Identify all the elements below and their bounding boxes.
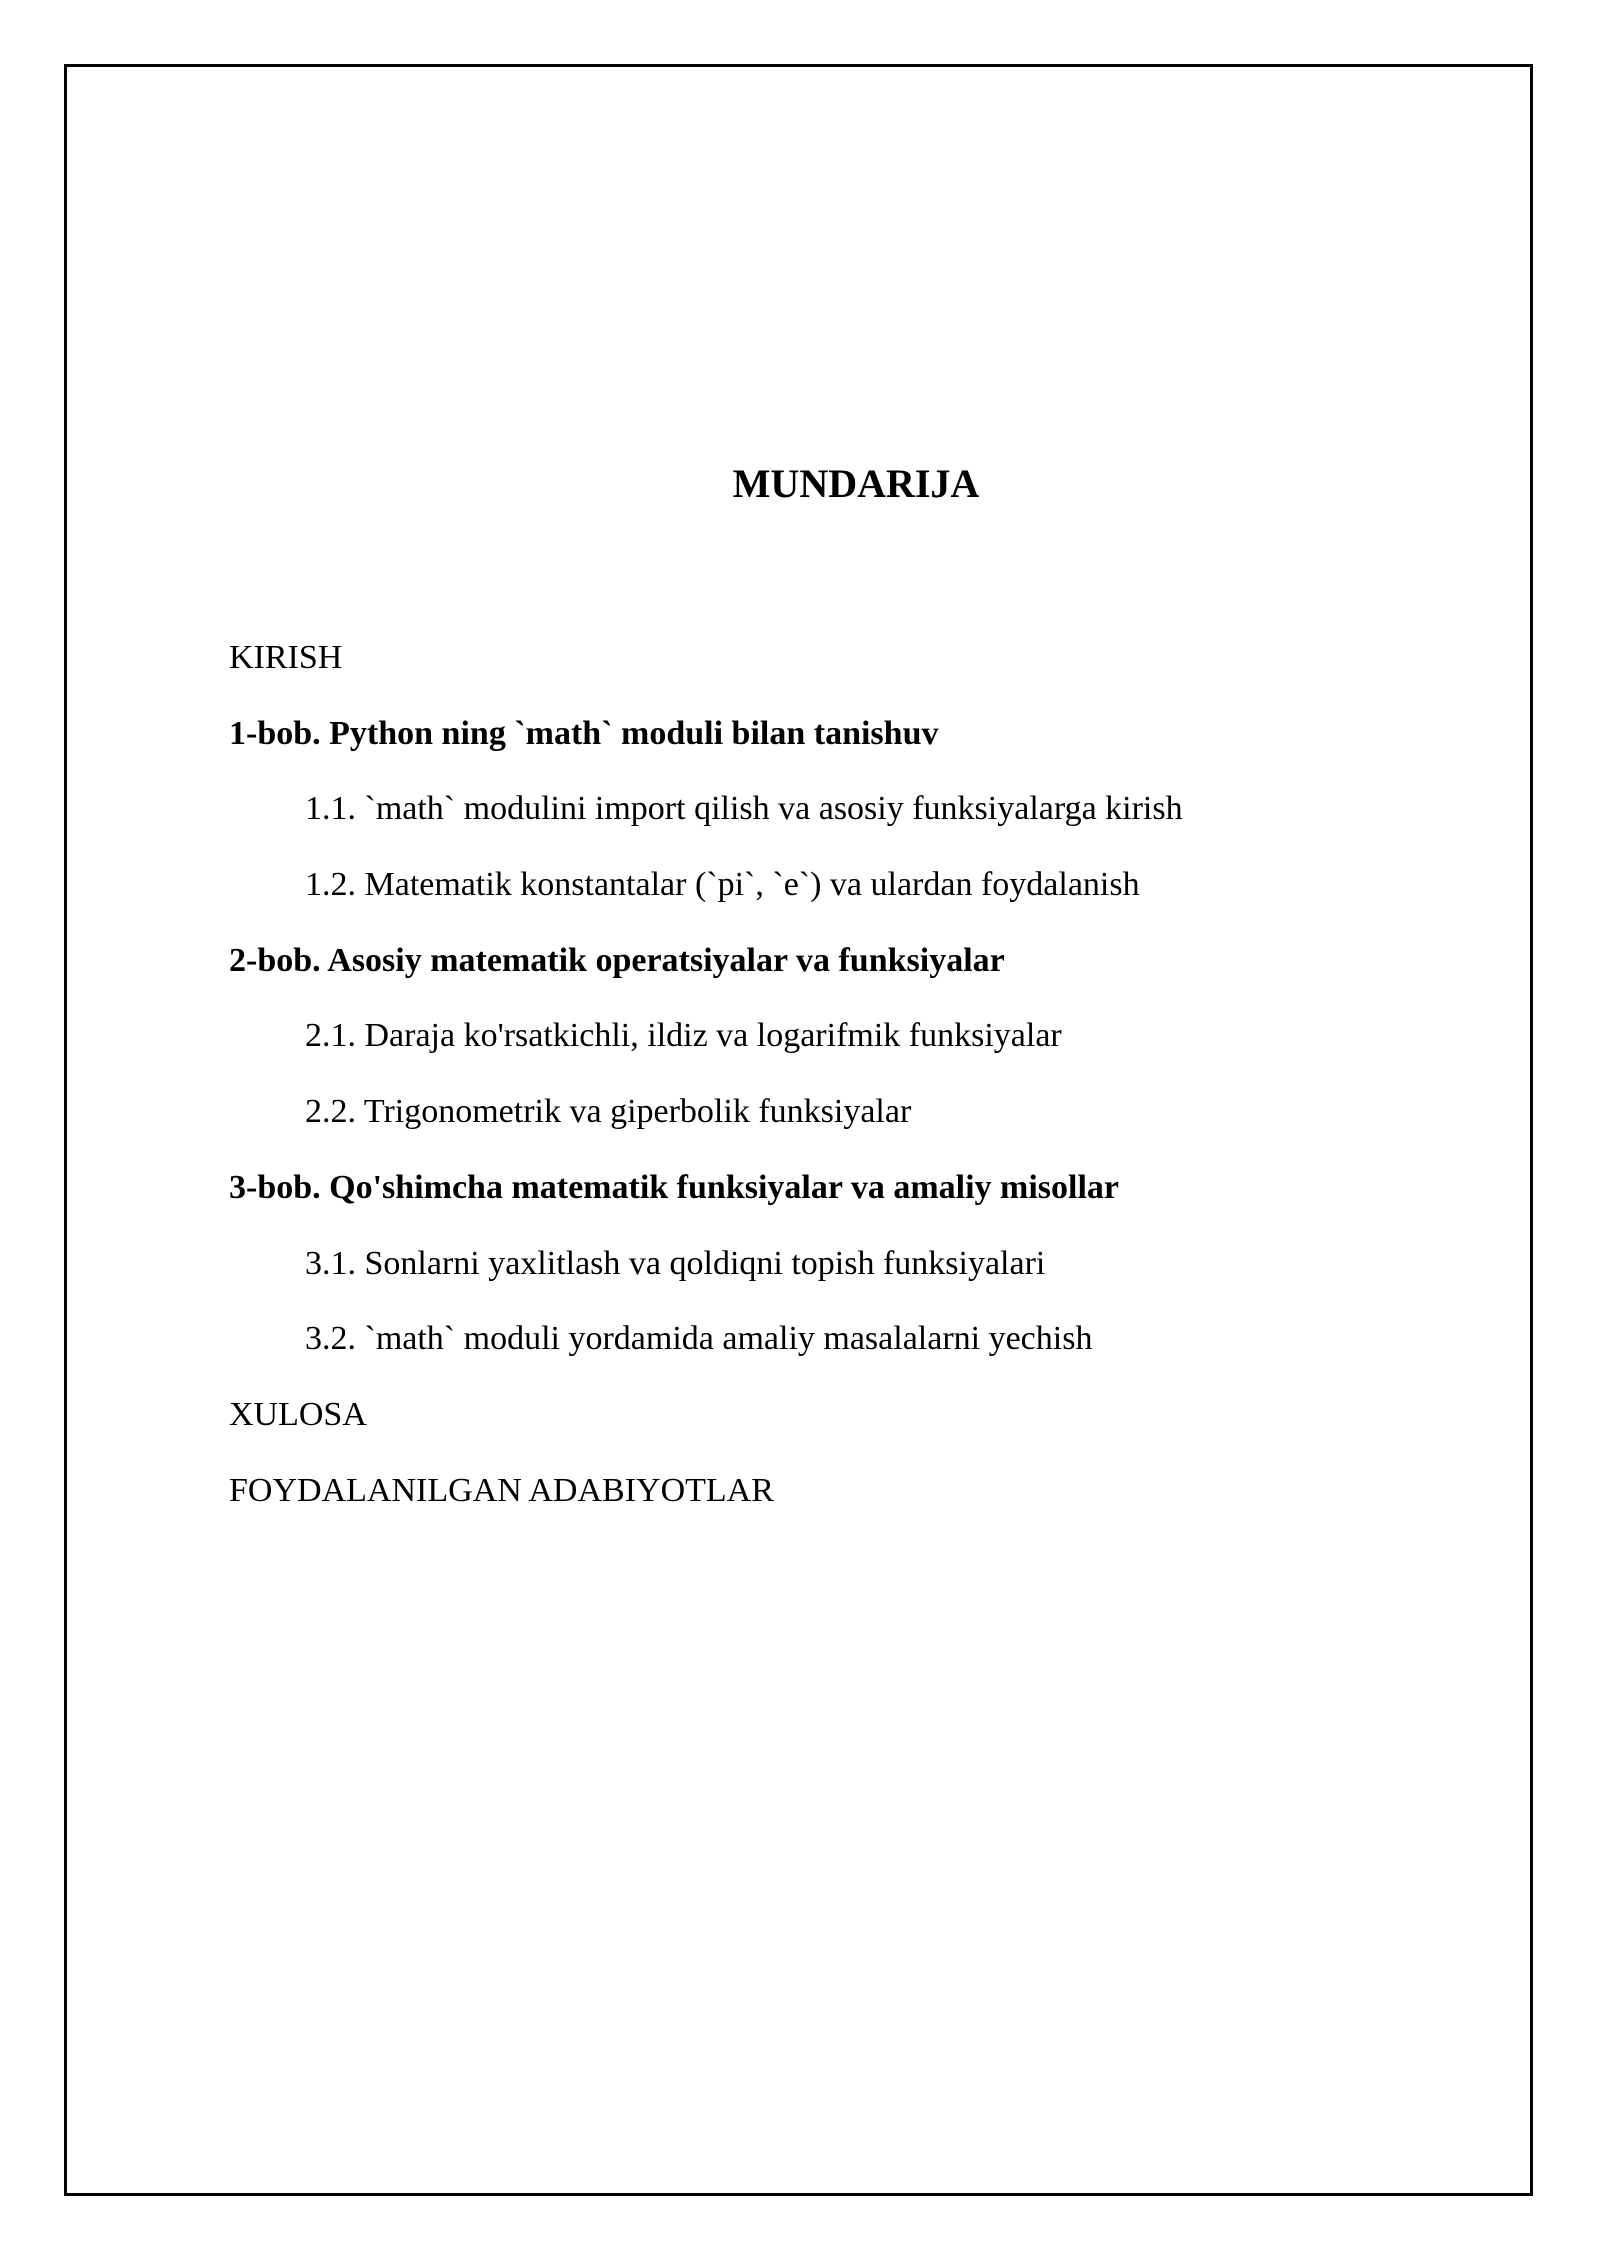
toc-chapter-2: 2-bob. Asosiy matematik operatsiyalar va funksiyalar (229, 941, 1005, 979)
toc-item-xulosa: XULOSA (229, 1395, 367, 1433)
toc-subsection-3-2: 3.2. `math` moduli yordamida amaliy masalalarni yechish (305, 1320, 1093, 1358)
toc-subsection-2-2: 2.2. Trigonometrik va giperbolik funksiyalar (305, 1093, 912, 1131)
toc-item-kirish: KIRISH (229, 639, 343, 676)
toc-item-references: FOYDALANILGAN ADABIYOTLAR (229, 1471, 774, 1509)
toc-subsection-3-1: 3.1. Sonlarni yaxlitlash va qoldiqni topish funksiyalari (305, 1244, 1046, 1282)
toc-subsection-1-1: 1.1. `math` modulini import qilish va asosiy funksiyalarga kirish (305, 790, 1183, 828)
toc-chapter-1: 1-bob. Python ning `math` moduli bilan tanishuv (229, 714, 939, 752)
page-title: MUNDARIJA (732, 461, 980, 506)
toc-subsection-1-2: 1.2. Matematik konstantalar (`pi`, `e`) va ulardan foydalanish (305, 866, 1140, 904)
toc-subsection-2-1: 2.1. Daraja ko'rsatkichli, ildiz va logarifmik funksiyalar (305, 1017, 1062, 1055)
table-of-contents (229, 636, 1429, 1544)
toc-chapter-3: 3-bob. Qo'shimcha matematik funksiyalar va amaliy misollar (229, 1168, 1120, 1206)
